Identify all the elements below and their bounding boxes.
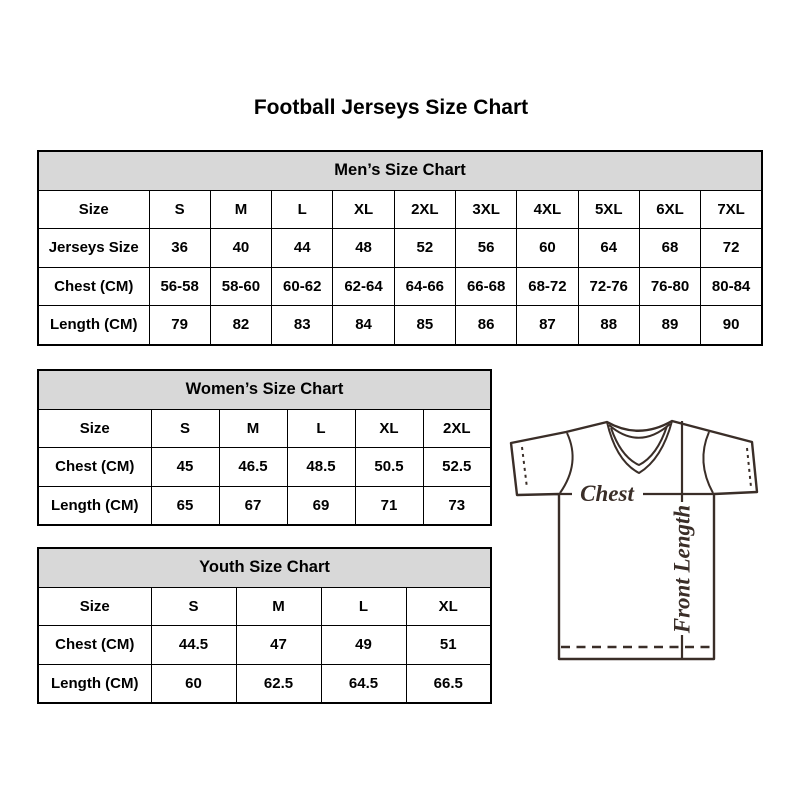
youth-table-title: Youth Size Chart	[38, 548, 491, 587]
value-cell: 69	[287, 486, 355, 525]
value-cell: 87	[517, 306, 578, 345]
value-cell: 52	[394, 229, 455, 268]
value-cell: 72	[701, 229, 762, 268]
value-cell: 82	[210, 306, 271, 345]
value-cell: 73	[423, 486, 491, 525]
table-row	[38, 229, 762, 268]
value-cell: M	[236, 587, 321, 626]
value-cell: 89	[639, 306, 700, 345]
value-cell: 45	[151, 448, 219, 487]
value-cell: 48	[333, 229, 394, 268]
value-cell: 68-72	[517, 267, 578, 306]
value-cell: L	[272, 190, 333, 229]
row-header-cell: Length (CM)	[38, 486, 151, 525]
value-cell: 80-84	[701, 267, 762, 306]
row-header-cell: Length (CM)	[38, 306, 149, 345]
value-cell: 83	[272, 306, 333, 345]
row-header-cell: Chest (CM)	[38, 626, 151, 665]
table-row	[38, 587, 491, 626]
value-cell: 46.5	[219, 448, 287, 487]
value-cell: 79	[149, 306, 210, 345]
value-cell: 51	[406, 626, 491, 665]
chest-label: Chest	[580, 481, 634, 506]
value-cell: 62-64	[333, 267, 394, 306]
value-cell: 72-76	[578, 267, 639, 306]
table-header-row	[38, 548, 491, 587]
value-cell: 88	[578, 306, 639, 345]
front-length-label: Front Length	[669, 504, 695, 634]
row-header-cell: Size	[38, 409, 151, 448]
value-cell: 66.5	[406, 664, 491, 703]
value-cell: 64	[578, 229, 639, 268]
jersey-measurement-diagram	[504, 399, 774, 671]
value-cell: 56	[455, 229, 516, 268]
womens-size-table	[37, 369, 492, 526]
value-cell: L	[321, 587, 406, 626]
value-cell: 65	[151, 486, 219, 525]
value-cell: 71	[355, 486, 423, 525]
value-cell: 36	[149, 229, 210, 268]
value-cell: 48.5	[287, 448, 355, 487]
table-row	[38, 664, 491, 703]
table-row	[38, 409, 491, 448]
table-row	[38, 306, 762, 345]
table-row	[38, 448, 491, 487]
value-cell: 52.5	[423, 448, 491, 487]
page-title: Football Jerseys Size Chart	[253, 96, 529, 119]
value-cell: S	[151, 409, 219, 448]
mens-size-table	[37, 150, 763, 346]
value-cell: M	[219, 409, 287, 448]
value-cell: 2XL	[394, 190, 455, 229]
value-cell: 62.5	[236, 664, 321, 703]
value-cell: 85	[394, 306, 455, 345]
youth-size-table	[37, 547, 492, 704]
table-header-row	[38, 370, 491, 409]
row-header-cell: Length (CM)	[38, 664, 151, 703]
value-cell: 40	[210, 229, 271, 268]
value-cell: XL	[333, 190, 394, 229]
womens-table-title: Women’s Size Chart	[38, 370, 491, 409]
value-cell: 60	[151, 664, 236, 703]
row-header-cell: Size	[38, 190, 149, 229]
mens-table-title: Men’s Size Chart	[38, 151, 762, 190]
value-cell: 90	[701, 306, 762, 345]
value-cell: XL	[406, 587, 491, 626]
value-cell: 60-62	[272, 267, 333, 306]
value-cell: S	[149, 190, 210, 229]
value-cell: 60	[517, 229, 578, 268]
value-cell: 50.5	[355, 448, 423, 487]
value-cell: 58-60	[210, 267, 271, 306]
value-cell: 56-58	[149, 267, 210, 306]
value-cell: 84	[333, 306, 394, 345]
row-header-cell: Size	[38, 587, 151, 626]
value-cell: L	[287, 409, 355, 448]
table-row	[38, 486, 491, 525]
value-cell: 76-80	[639, 267, 700, 306]
value-cell: 49	[321, 626, 406, 665]
value-cell: S	[151, 587, 236, 626]
value-cell: 4XL	[517, 190, 578, 229]
row-header-cell: Jerseys Size	[38, 229, 149, 268]
row-header-cell: Chest (CM)	[38, 448, 151, 487]
value-cell: 44	[272, 229, 333, 268]
value-cell: 86	[455, 306, 516, 345]
value-cell: 5XL	[578, 190, 639, 229]
table-row	[38, 626, 491, 665]
value-cell: 2XL	[423, 409, 491, 448]
value-cell: 66-68	[455, 267, 516, 306]
value-cell: 68	[639, 229, 700, 268]
value-cell: M	[210, 190, 271, 229]
value-cell: XL	[355, 409, 423, 448]
value-cell: 64.5	[321, 664, 406, 703]
table-row	[38, 190, 762, 229]
value-cell: 67	[219, 486, 287, 525]
value-cell: 6XL	[639, 190, 700, 229]
jersey-outline	[511, 421, 757, 659]
value-cell: 44.5	[151, 626, 236, 665]
table-row	[38, 267, 762, 306]
row-header-cell: Chest (CM)	[38, 267, 149, 306]
value-cell: 64-66	[394, 267, 455, 306]
value-cell: 7XL	[701, 190, 762, 229]
table-header-row	[38, 151, 762, 190]
value-cell: 3XL	[455, 190, 516, 229]
value-cell: 47	[236, 626, 321, 665]
